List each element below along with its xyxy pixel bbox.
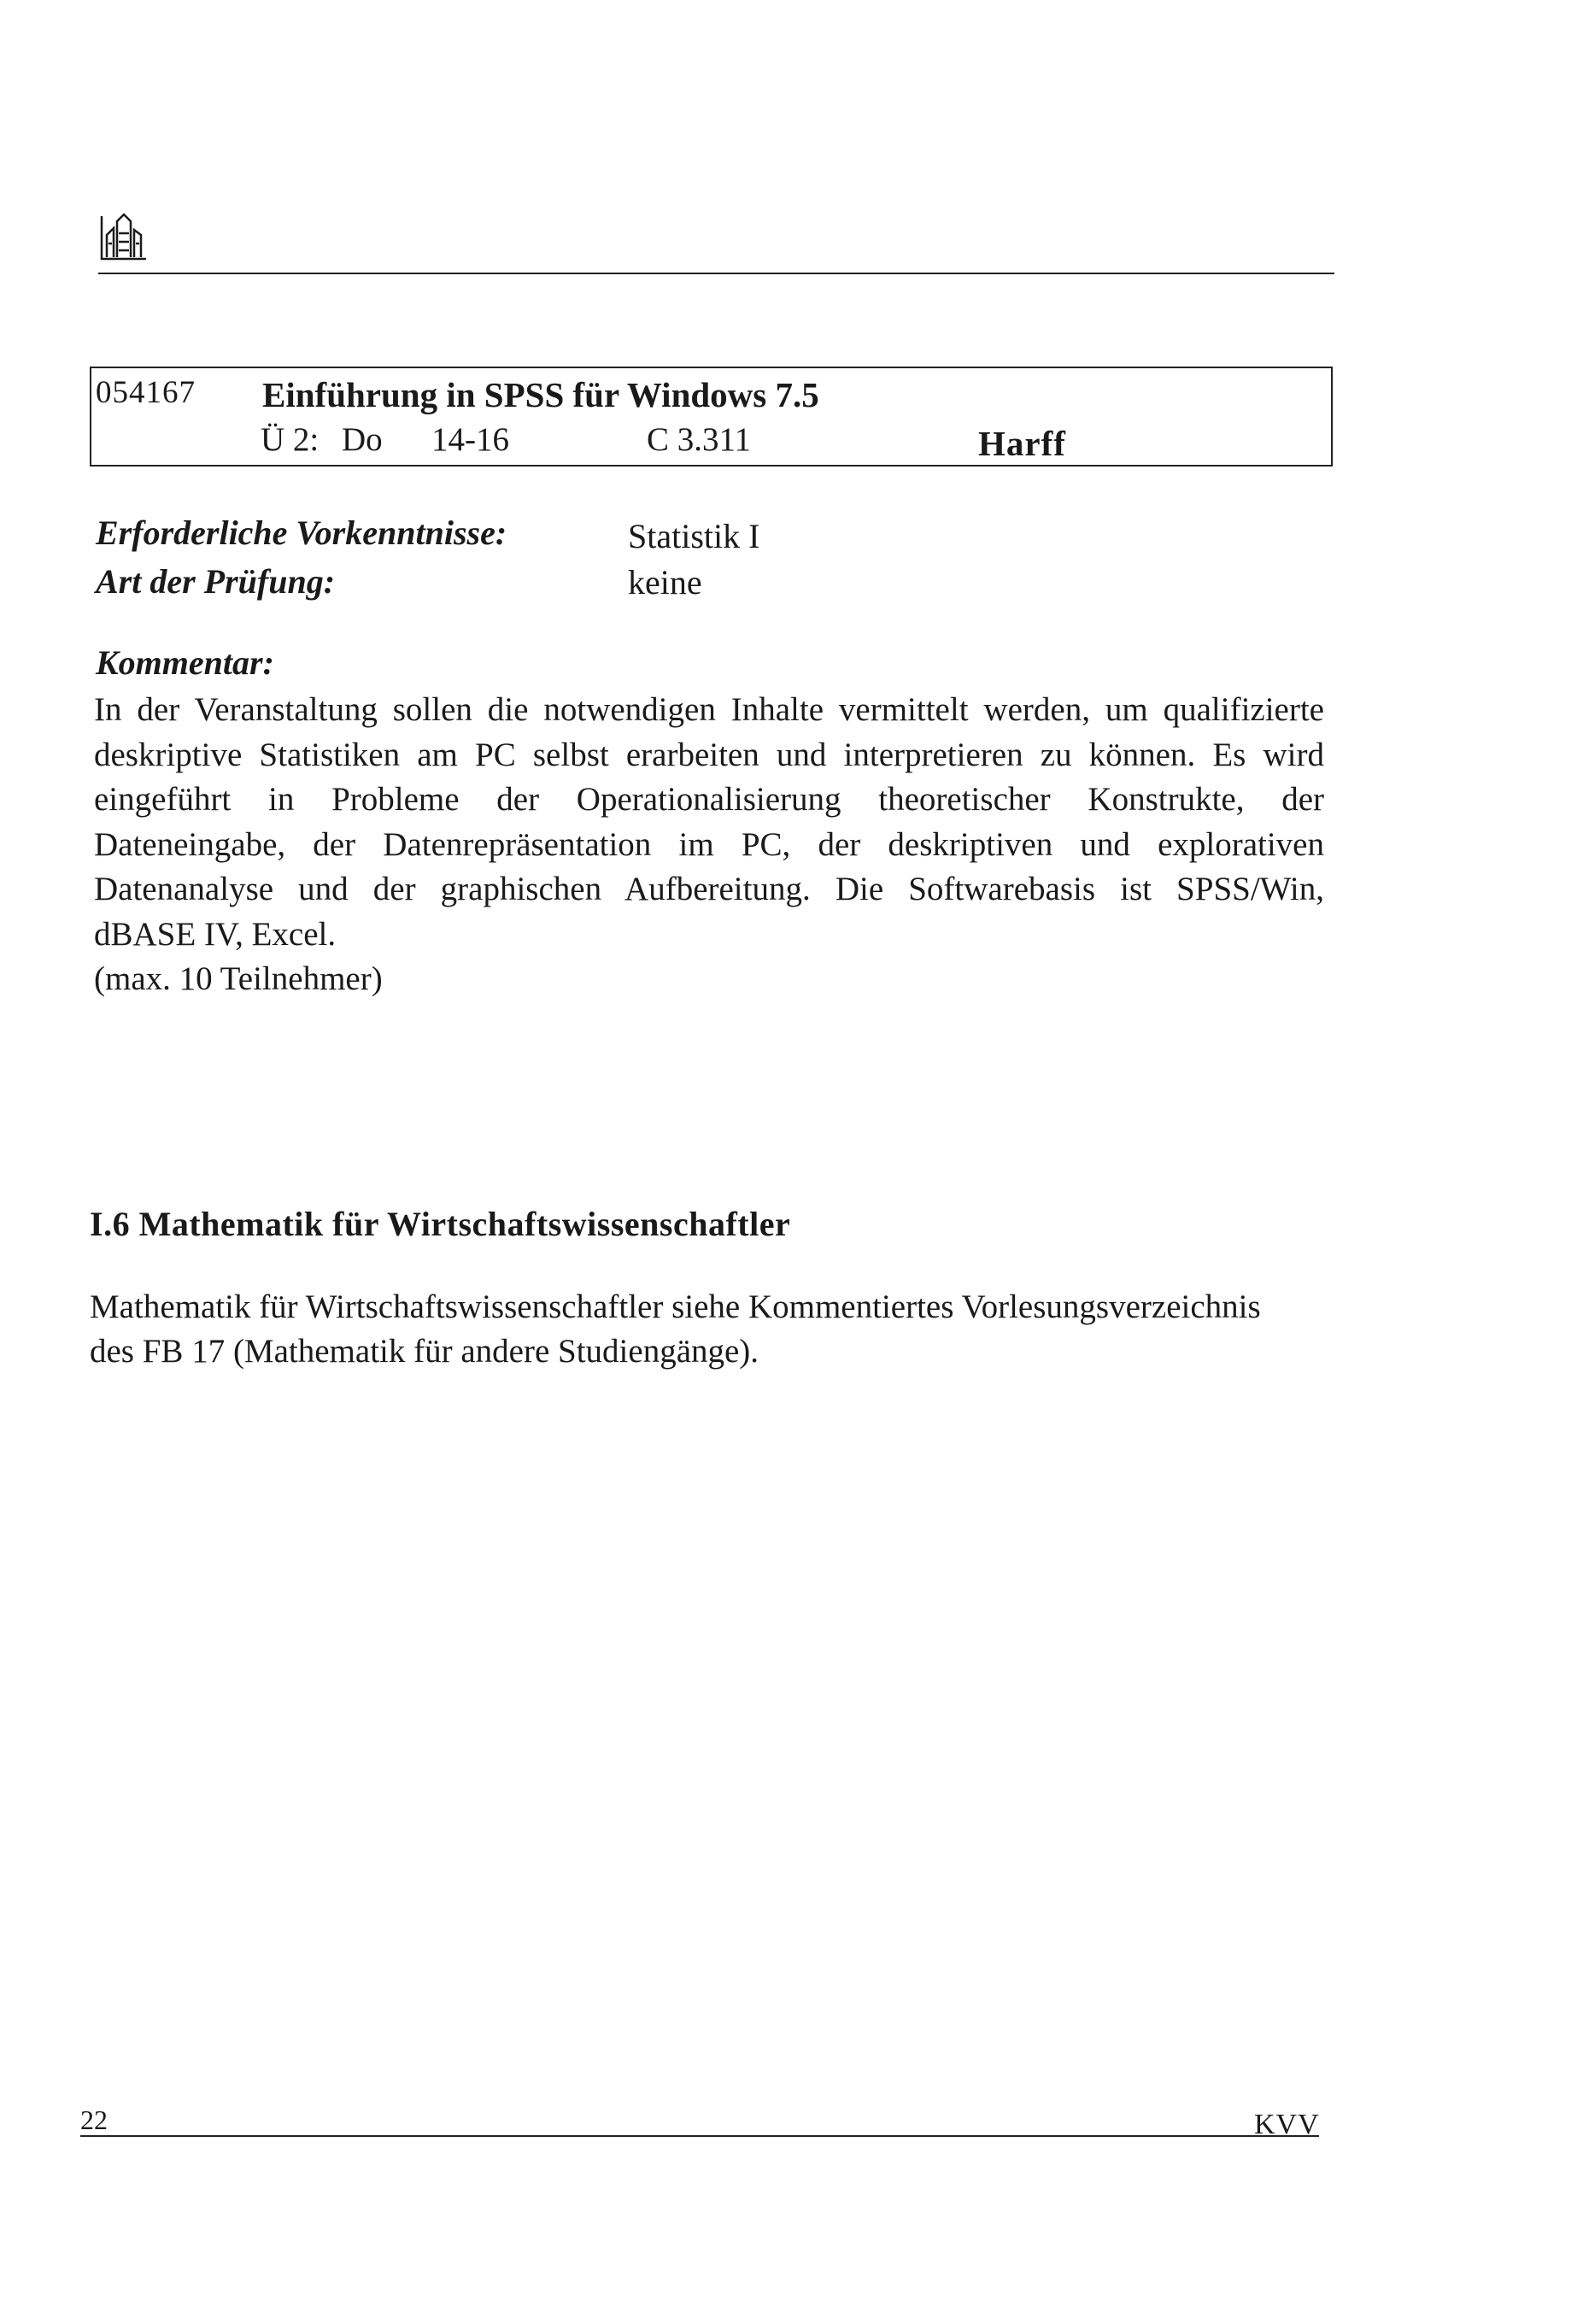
course-id: 054167 <box>96 375 196 410</box>
course-time: 14-16 <box>431 421 509 458</box>
exam-value: keine <box>628 563 702 602</box>
section-text <box>90 1285 1328 1374</box>
comment-line: (max. 10 Teilnehmer) <box>94 960 383 997</box>
comment-line: Datenanalyse und der graphischen Aufbereitung. Die Softwarebasis ist SPSS/Win, <box>94 871 1324 907</box>
section-text-line: des FB 17 (Mathematik für andere Studiengänge). <box>90 1333 759 1370</box>
header-rule <box>98 273 1334 274</box>
course-day: Do <box>342 421 383 458</box>
comment-line: dBASE IV, Excel. <box>94 915 337 953</box>
university-building-icon <box>98 209 150 262</box>
section-heading: I.6 Mathematik für Wirtschaftswissenschaftler <box>90 1205 791 1243</box>
comment-line: Dateneingabe, der Datenrepräsentation im PC, der deskriptiven und explorativen <box>94 825 1324 863</box>
comment-text <box>94 688 1324 1002</box>
course-room: C 3.311 <box>647 421 752 458</box>
requirements-value: Statistik I <box>628 517 760 555</box>
section-text-line: Mathematik für Wirtschaftswissenschaftler siehe Kommentiertes Vorlesungsverzeichnis <box>90 1288 1261 1325</box>
comment-line: In der Veranstaltung sollen die notwendigen Inhalte vermittelt werden, um qualifizierte <box>94 691 1324 728</box>
footer-label: KVV <box>1254 2109 1320 2140</box>
exam-label: Art der Prüfung: <box>96 562 336 601</box>
course-lecturer: Harff <box>978 424 1066 463</box>
comment-line: eingeführt in Probleme der Operationalisierung theoretischer Konstrukte, der <box>94 781 1324 818</box>
footer-rule <box>80 2135 1319 2137</box>
requirements-label: Erforderliche Vorkenntnisse: <box>96 514 507 552</box>
comment-label: Kommentar: <box>96 643 274 682</box>
page-number: 22 <box>80 2104 108 2135</box>
course-type: Ü 2: <box>261 421 320 458</box>
course-title: Einführung in SPSS für Windows 7.5 <box>262 375 819 414</box>
comment-line: deskriptive Statistiken am PC selbst erarbeiten und interpretieren zu können. Es wird <box>94 736 1324 773</box>
